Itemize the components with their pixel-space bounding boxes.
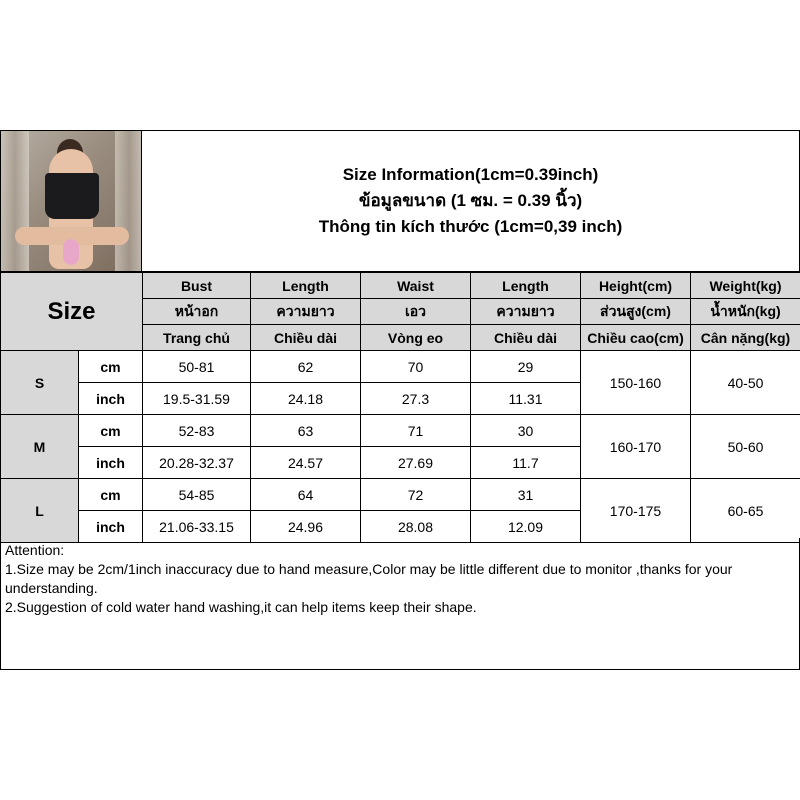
- table-cell-cm: 62: [250, 350, 361, 383]
- size-label: M: [0, 414, 79, 479]
- table-cell-inch: 24.57: [250, 446, 361, 479]
- table-cell-inch: 11.7: [470, 446, 581, 479]
- table-cell-inch: 19.5-31.59: [142, 382, 251, 415]
- column-header-vi: Vòng eo: [360, 324, 471, 351]
- height-range: 170-175: [580, 478, 691, 543]
- unit-label-cm: cm: [78, 478, 143, 511]
- size-header: Size: [0, 272, 143, 351]
- table-cell-inch: 21.06-33.15: [142, 510, 251, 543]
- attention-heading: Attention:: [5, 542, 65, 558]
- unit-label-inch: inch: [78, 382, 143, 415]
- unit-label-inch: inch: [78, 446, 143, 479]
- attention-note: [0, 538, 800, 670]
- column-header-vi: Trang chủ: [142, 324, 251, 351]
- column-header-en: Height(cm): [580, 272, 691, 299]
- size-label: L: [0, 478, 79, 543]
- table-cell-cm: 50-81: [142, 350, 251, 383]
- table-cell-inch: 27.3: [360, 382, 471, 415]
- table-cell-cm: 29: [470, 350, 581, 383]
- column-header-en: Length: [250, 272, 361, 299]
- table-cell-inch: 24.18: [250, 382, 361, 415]
- unit-label-inch: inch: [78, 510, 143, 543]
- height-range: 150-160: [580, 350, 691, 415]
- table-cell-inch: 11.31: [470, 382, 581, 415]
- column-header-vi: Chiều dài: [470, 324, 581, 351]
- title-vietnamese: Thông tin kích thước (1cm=0,39 inch): [318, 217, 623, 236]
- column-header-th: เอว: [360, 298, 471, 325]
- table-cell-cm: 72: [360, 478, 471, 511]
- table-cell-cm: 63: [250, 414, 361, 447]
- column-header-th: น้ำหนัก(kg): [690, 298, 800, 325]
- column-header-en: Weight(kg): [690, 272, 800, 299]
- table-cell-cm: 31: [470, 478, 581, 511]
- column-header-vi: Chiều dài: [250, 324, 361, 351]
- table-cell-inch: 27.69: [360, 446, 471, 479]
- table-cell-cm: 70: [360, 350, 471, 383]
- attention-line-2: 2.Suggestion of cold water hand washing,it can help items keep their shape.: [5, 599, 477, 615]
- column-header-en: Waist: [360, 272, 471, 299]
- unit-label-cm: cm: [78, 414, 143, 447]
- table-cell-inch: 24.96: [250, 510, 361, 543]
- column-header-vi: Cân nặng(kg): [690, 324, 800, 351]
- column-header-en: Length: [470, 272, 581, 299]
- column-header-th: หน้าอก: [142, 298, 251, 325]
- product-photo: [0, 130, 142, 272]
- column-header-th: ความยาว: [470, 298, 581, 325]
- weight-range: 50-60: [690, 414, 800, 479]
- table-cell-cm: 64: [250, 478, 361, 511]
- column-header-en: Bust: [142, 272, 251, 299]
- table-cell-cm: 54-85: [142, 478, 251, 511]
- column-header-th: ความยาว: [250, 298, 361, 325]
- title-thai: ข้อมูลขนาด (1 ซม. = 0.39 นิ้ว): [358, 191, 583, 210]
- table-cell-inch: 20.28-32.37: [142, 446, 251, 479]
- table-cell-cm: 52-83: [142, 414, 251, 447]
- title-english: Size Information(1cm=0.39inch): [342, 165, 599, 184]
- size-info-title: [142, 130, 800, 272]
- table-cell-cm: 30: [470, 414, 581, 447]
- attention-line-1: 1.Size may be 2cm/1inch inaccuracy due to hand measure,Color may be little different due to monitor ,thanks for your understanding.: [5, 561, 733, 596]
- table-cell-inch: 28.08: [360, 510, 471, 543]
- weight-range: 40-50: [690, 350, 800, 415]
- unit-label-cm: cm: [78, 350, 143, 383]
- table-cell-cm: 71: [360, 414, 471, 447]
- height-range: 160-170: [580, 414, 691, 479]
- size-chart: [0, 130, 800, 670]
- column-header-th: ส่วนสูง(cm): [580, 298, 691, 325]
- table-cell-inch: 12.09: [470, 510, 581, 543]
- column-header-vi: Chiều cao(cm): [580, 324, 691, 351]
- weight-range: 60-65: [690, 478, 800, 543]
- size-label: S: [0, 350, 79, 415]
